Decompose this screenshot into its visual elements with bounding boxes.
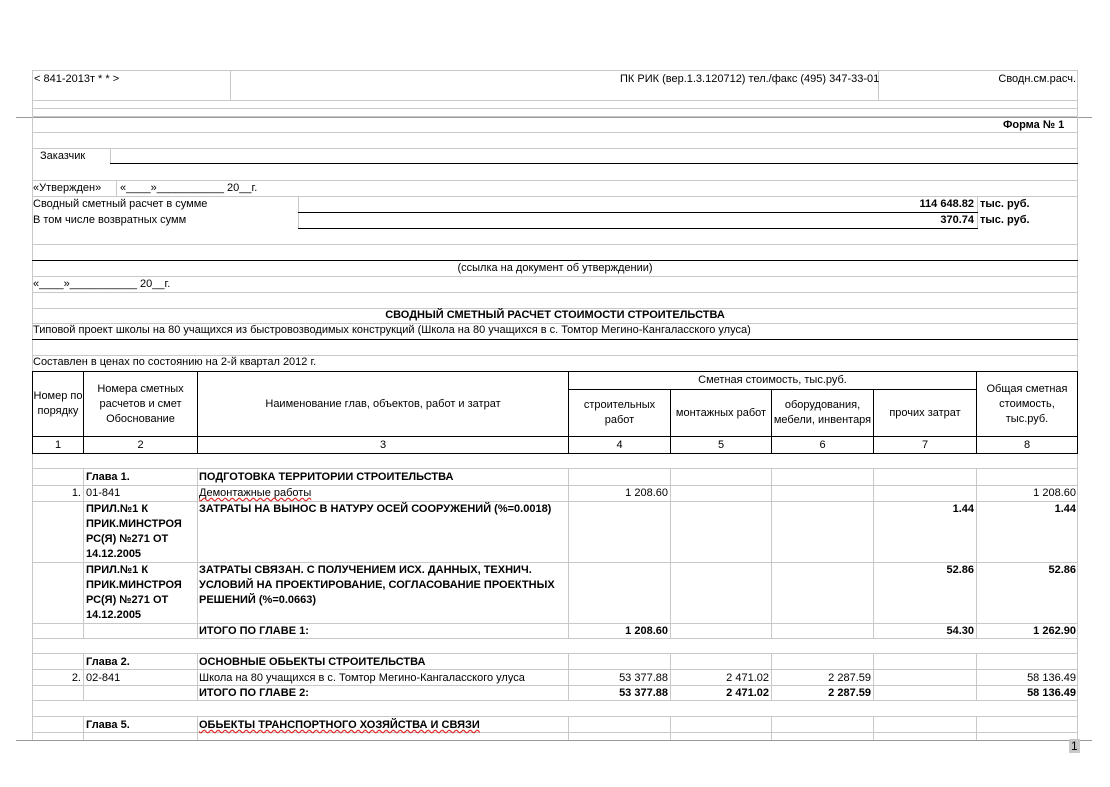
col-number-5: 5 <box>717 439 725 451</box>
project-description: Типовой проект школы на 80 учащихся из быстровозводимых конструкций (Школа на 80 учащихся в с. Томтор Мегино-Кангаласского улуса) <box>33 324 751 336</box>
chapter-2-total-label: ИТОГО ПО ГЛАВЕ 2: <box>199 687 309 699</box>
col-number-6: 6 <box>819 439 826 451</box>
col-header-group: Сметная стоимость, тыс.руб. <box>698 374 847 386</box>
chapter-2-total-construction: 53 377.88 <box>619 687 668 699</box>
row-code: ПРИЛ.№1 К ПРИК.МИНСТРОЯ РС(Я) №271 ОТ 14.12.2005 <box>86 564 182 621</box>
returnable-unit: тыс. руб. <box>980 214 1030 226</box>
col-header-construction: строительных работ <box>583 399 656 426</box>
form-label: Форма № 1 <box>1003 119 1065 131</box>
row-code: 01-841 <box>86 487 121 499</box>
col-header-equipment: оборудования, мебели, инвентаря <box>773 399 872 426</box>
row-number: 1. <box>71 487 81 499</box>
header-middle: ПК РИК (вер.1.3.120712) тел./факс (495) 347-33-01 <box>620 73 880 85</box>
row-other: 1.44 <box>952 503 974 515</box>
col-header-other: прочих затрат <box>889 406 961 419</box>
col-header-number: Номер по порядку <box>33 390 83 417</box>
row-number: 2. <box>71 672 81 684</box>
row-name: ЗАТРАТЫ НА ВЫНОС В НАТУРУ ОСЕЙ СООРУЖЕНИЙ (%=0.0018) <box>199 503 552 515</box>
chapter-1-code: Глава 1. <box>86 471 130 483</box>
chapter-2-total-installation: 2 471.02 <box>726 687 769 699</box>
chapter-2-code: Глава 2. <box>86 656 130 668</box>
chapter-1-total-other: 54.30 <box>946 625 974 637</box>
row-construction: 1 208.60 <box>625 487 668 499</box>
chapter-5-code: Глава 5. <box>86 719 130 731</box>
total-label: Сводный сметный расчет в сумме <box>33 198 208 210</box>
chapter-1-total-label: ИТОГО ПО ГЛАВЕ 1: <box>199 625 309 637</box>
col-number-3: 3 <box>379 439 387 451</box>
chapter-2-total-equipment: 2 287.59 <box>828 687 871 699</box>
row-code: ПРИЛ.№1 К ПРИК.МИНСТРОЯ РС(Я) №271 ОТ 14.12.2005 <box>86 503 182 560</box>
approval-ref: (ссылка на документ об утверждении) <box>457 262 653 274</box>
chapter-2-total: 58 136.49 <box>1027 687 1076 699</box>
total-unit: тыс. руб. <box>980 198 1030 210</box>
page-number: 1 <box>1071 739 1078 753</box>
row-name: Демонтажные работы <box>199 487 312 499</box>
row-other: 52.86 <box>946 564 974 576</box>
col-header-codes: Номера сметных расчетов и смет Обоснование <box>97 382 184 425</box>
row-installation: 2 471.02 <box>726 672 769 684</box>
chapter-1-total: 1 262.90 <box>1033 625 1076 637</box>
returnable-value: 370.74 <box>940 214 974 226</box>
approved-label: «Утвержден» <box>33 182 102 194</box>
col-header-name: Наименование глав, объектов, работ и затрат <box>265 397 501 410</box>
col-header-installation: монтажных работ <box>675 406 767 419</box>
chapter-1-total-construction: 1 208.60 <box>625 625 668 637</box>
document-title: СВОДНЫЙ СМЕТНЫЙ РАСЧЕТ СТОИМОСТИ СТРОИТЕЛЬСТВА <box>385 309 725 321</box>
header-left: < 841-2013т * * > <box>34 73 120 85</box>
col-number-4: 4 <box>616 439 623 451</box>
row-name: Школа на 80 учащихся в с. Томтор Мегино-Кангаласского улуса <box>199 672 525 684</box>
chapter-5-name: ОБЬЕКТЫ ТРАНСПОРТНОГО ХОЗЯЙСТВА И СВЯЗИ <box>199 719 480 731</box>
total-value: 114 648.82 <box>919 198 974 210</box>
row-code: 02-841 <box>86 672 121 684</box>
col-number-2: 2 <box>137 439 144 451</box>
header-right: Сводн.см.расч. <box>998 73 1076 85</box>
row-total: 1 208.60 <box>1033 487 1076 499</box>
row-name: ЗАТРАТЫ СВЯЗАН. С ПОЛУЧЕНИЕМ ИСХ. ДАННЫХ, ТЕХНИЧ. УСЛОВИЙ НА ПРОЕКТИРОВАНИЕ, СОГЛАСОВАНИЕ ПРОЕКТНЫХ РЕШЕНИЙ (%=0.0663) <box>199 564 555 606</box>
col-header-total: Общая сметная стоимость, тыс.руб. <box>986 382 1068 425</box>
col-number-7: 7 <box>921 439 929 451</box>
row-construction: 53 377.88 <box>619 672 668 684</box>
approval-date: «____»___________ 20__г. <box>33 278 171 290</box>
row-total: 58 136.49 <box>1027 672 1076 684</box>
chapter-2-name: ОСНОВНЫЕ ОБЬЕКТЫ СТРОИТЕЛЬСТВА <box>199 656 426 668</box>
col-number-8: 8 <box>1023 439 1031 451</box>
customer-label: Заказчик <box>40 150 86 162</box>
row-equipment: 2 287.59 <box>828 672 871 684</box>
row-total: 52.86 <box>1048 564 1076 576</box>
chapter-1-name: ПОДГОТОВКА ТЕРРИТОРИИ СТРОИТЕЛЬСТВА <box>199 471 454 483</box>
row-total: 1.44 <box>1054 503 1076 515</box>
col-number-1: 1 <box>54 439 62 451</box>
returnable-label: В том числе возвратных сумм <box>33 214 187 226</box>
prices-note: Составлен в ценах по состоянию на 2-й квартал 2012 г. <box>33 356 317 368</box>
approved-date: «____»___________ 20__г. <box>120 182 258 194</box>
